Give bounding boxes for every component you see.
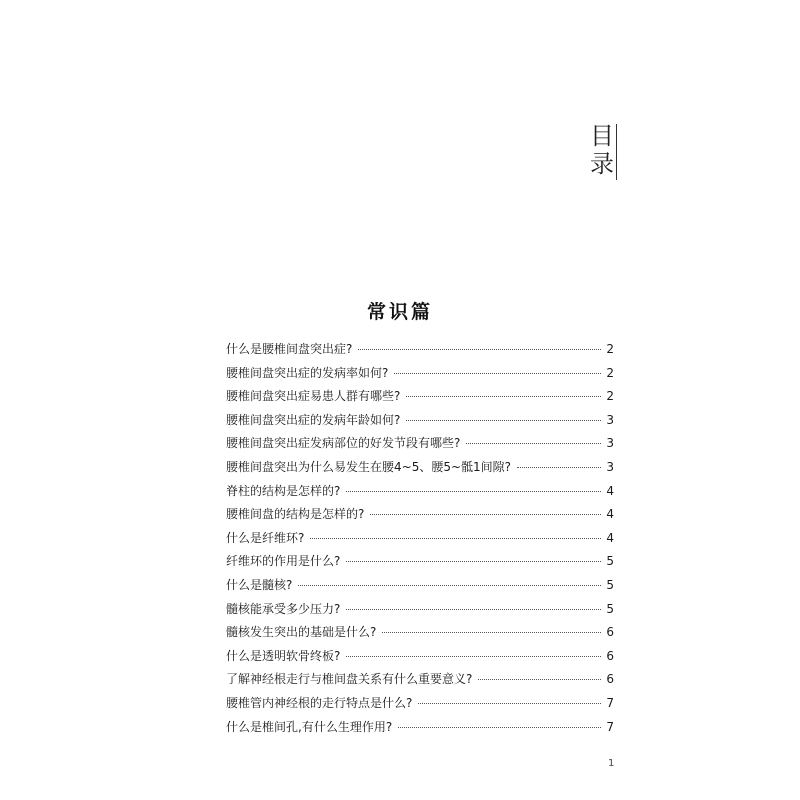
toc-entry-title: 什么是透明软骨终板? [226, 648, 341, 663]
toc-leader-dots [346, 491, 601, 492]
toc-leader-dots [298, 585, 601, 586]
toc-entry-page: 3 [606, 436, 614, 451]
toc-heading-char-2: 录 [590, 150, 614, 178]
toc-leader-dots [406, 396, 601, 397]
toc-leader-dots [406, 420, 601, 421]
toc-entry[interactable] [226, 718, 614, 742]
toc-entry[interactable] [226, 458, 614, 482]
toc-leader-dots [466, 443, 601, 444]
toc-entry[interactable] [226, 505, 614, 529]
toc-entry-page: 6 [606, 648, 614, 663]
toc-entry-page: 4 [606, 507, 614, 522]
toc-entry-title: 什么是纤维环? [226, 530, 305, 545]
toc-leader-dots [370, 514, 601, 515]
toc-entry-title: 腰椎管内神经根的走行特点是什么? [226, 695, 413, 710]
toc-entry-page: 5 [606, 601, 614, 616]
toc-entry-title: 什么是髓核? [226, 577, 293, 592]
toc-entry-title: 了解神经根走行与椎间盘关系有什么重要意义? [226, 672, 473, 687]
toc-leader-dots [478, 679, 601, 680]
toc-entry[interactable] [226, 482, 614, 506]
toc-leader-dots [346, 656, 601, 657]
toc-entry[interactable] [226, 576, 614, 600]
toc-entry-title: 纤维环的作用是什么? [226, 554, 341, 569]
toc-entry-title: 腰椎间盘突出症易患人群有哪些? [226, 389, 401, 404]
toc-entry-page: 2 [606, 365, 614, 380]
toc-entry-page: 5 [606, 577, 614, 592]
toc-entry-page: 4 [606, 483, 614, 498]
toc-entry-page: 4 [606, 530, 614, 545]
toc-leader-dots [310, 538, 601, 539]
page-number: 1 [608, 758, 615, 769]
toc-entry[interactable] [226, 411, 614, 435]
toc-entry-page: 7 [606, 695, 614, 710]
toc-entry[interactable] [226, 670, 614, 694]
toc-entry-page: 6 [606, 625, 614, 640]
toc-leader-dots [394, 373, 601, 374]
toc-entry[interactable] [226, 529, 614, 553]
toc-entry-page: 2 [606, 342, 614, 356]
toc-entry-title: 髓核发生突出的基础是什么? [226, 625, 377, 640]
toc-entry[interactable] [226, 364, 614, 388]
toc-entry-page: 2 [606, 389, 614, 404]
toc-entry-title: 腰椎间盘突出症的发病年龄如何? [226, 412, 401, 427]
toc-entry[interactable] [226, 600, 614, 624]
heading-divider [616, 124, 617, 180]
toc-leader-dots [346, 609, 601, 610]
toc-entry-title: 腰椎间盘突出症的发病率如何? [226, 365, 389, 380]
toc-entry-title: 脊柱的结构是怎样的? [226, 483, 341, 498]
toc-heading-char-1: 目 [590, 122, 614, 150]
section-title: 常识篇 [366, 301, 433, 323]
toc-entry[interactable] [226, 623, 614, 647]
toc-entry[interactable] [226, 387, 614, 411]
toc-entry-page: 7 [606, 719, 614, 734]
toc-heading [585, 122, 619, 178]
toc-entry-title: 腰椎间盘的结构是怎样的? [226, 507, 365, 522]
toc-entry-title: 髓核能承受多少压力? [226, 601, 341, 616]
toc-entry[interactable] [226, 552, 614, 576]
toc-entry-title: 腰椎间盘突出为什么易发生在腰4~5、腰5~骶1间隙? [226, 459, 512, 474]
toc-entry[interactable] [226, 434, 614, 458]
toc-entry-page: 5 [606, 554, 614, 569]
toc-entry[interactable] [226, 340, 614, 364]
toc-leader-dots [418, 703, 601, 704]
toc-entry-title: 腰椎间盘突出症发病部位的好发节段有哪些? [226, 436, 461, 451]
toc-leader-dots [517, 467, 601, 468]
toc-entry-page: 6 [606, 672, 614, 687]
toc-entry[interactable] [226, 694, 614, 718]
toc-leader-dots [382, 632, 601, 633]
toc-entry-title: 什么是腰椎间盘突出症? [226, 342, 353, 356]
toc-leader-dots [346, 561, 601, 562]
toc-leader-dots [358, 349, 601, 350]
toc-entry-title: 什么是椎间孔,有什么生理作用? [226, 719, 393, 734]
toc-entry[interactable] [226, 647, 614, 671]
toc-leader-dots [398, 727, 601, 728]
toc-list [226, 340, 614, 741]
toc-entry-page: 3 [606, 412, 614, 427]
toc-entry-page: 3 [606, 459, 614, 474]
